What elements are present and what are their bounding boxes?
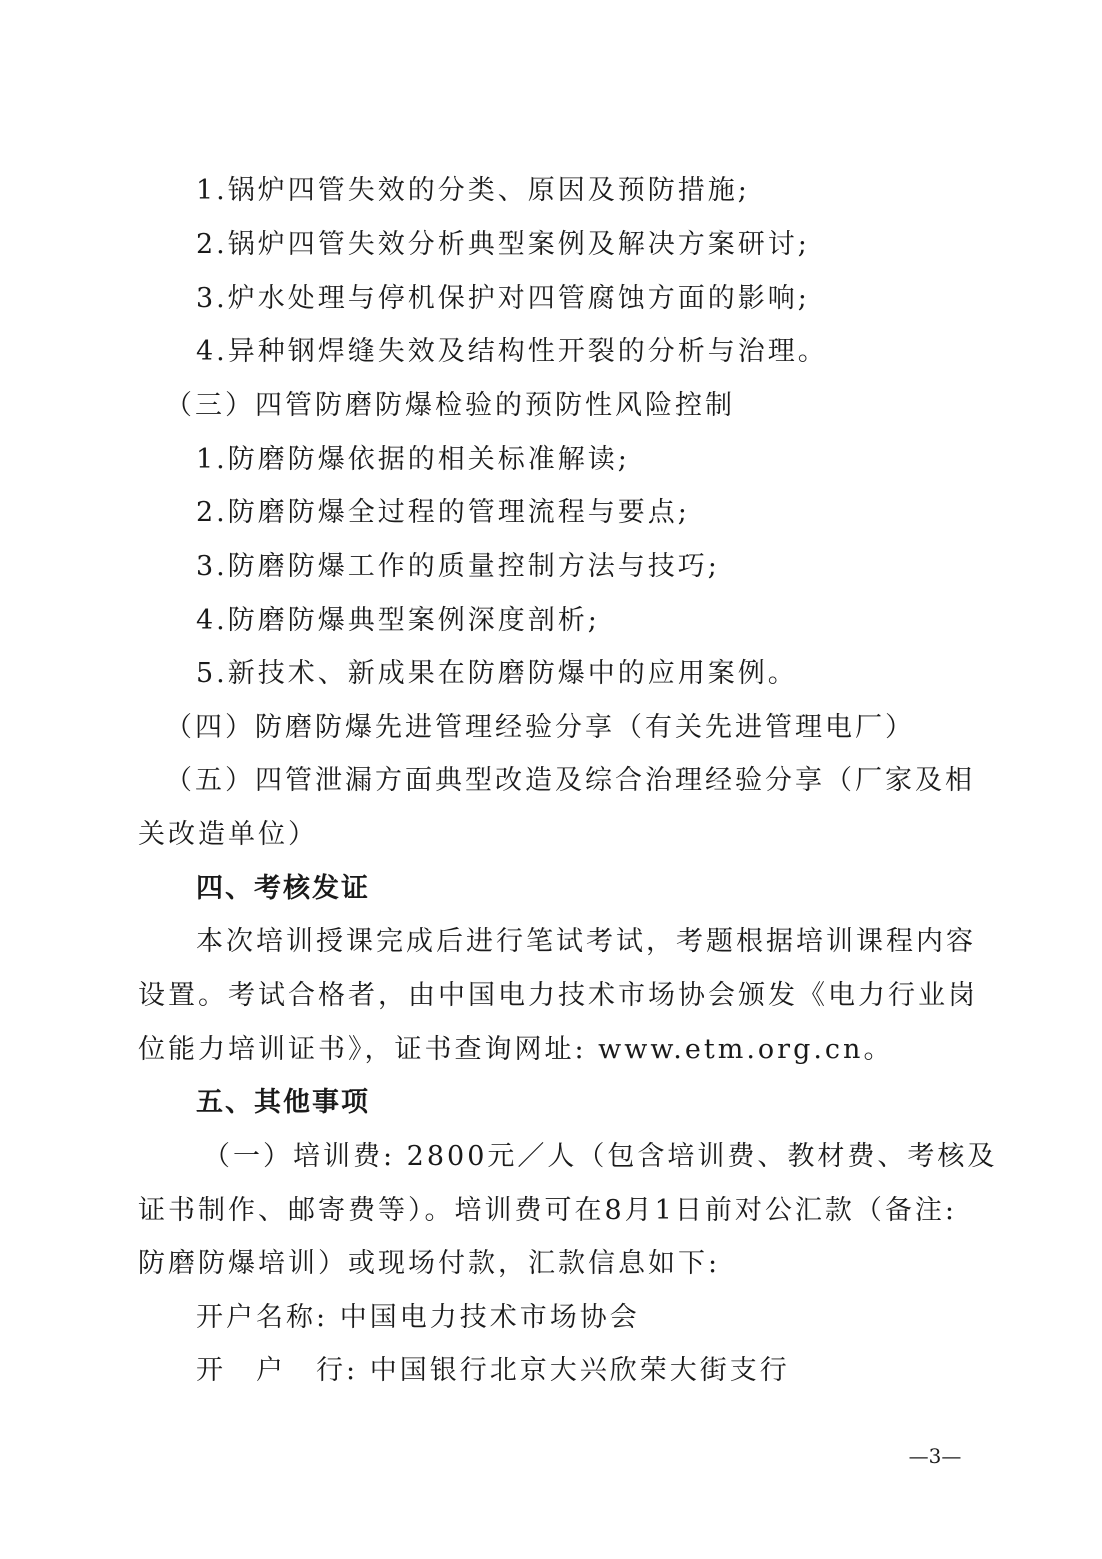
account-name-row xyxy=(196,1301,968,1335)
bank-row xyxy=(196,1354,968,1388)
part-title-4: 四、考核发证 xyxy=(196,873,370,904)
bank-label: 开 户 行: xyxy=(196,1355,359,1386)
paragraph-line: 本次培训授课完成后进行笔试考试，考题根据培训课程内容 xyxy=(196,926,976,957)
paragraph-line: 位能力培训证书》，证书查询网址: www.etm.org.cn。 xyxy=(138,1034,894,1065)
section-heading-3: （三）四管防磨防爆检验的预防性风险控制 xyxy=(165,390,735,421)
section-heading-5-continued: 关改造单位） xyxy=(138,819,318,850)
part-title-5: 五、其他事项 xyxy=(196,1087,370,1118)
paragraph-line: 设置。考试合格者，由中国电力技术市场协会颁发《电力行业岗 xyxy=(138,980,978,1011)
list-item: 1.防磨防爆依据的相关标准解读; xyxy=(196,444,630,475)
section-heading-4: （四）防磨防爆先进管理经验分享（有关先进管理电厂） xyxy=(165,712,915,743)
paragraph-line: （一）培训费: 2800元／人（包含培训费、教材费、考核及 xyxy=(203,1141,998,1172)
list-item: 2.防磨防爆全过程的管理流程与要点; xyxy=(196,497,690,528)
section-heading-5: （五）四管泄漏方面典型改造及综合治理经验分享（厂家及相 xyxy=(165,765,975,796)
list-item: 1.锅炉四管失效的分类、原因及预防措施; xyxy=(196,175,750,206)
list-item: 4.异种钢焊缝失效及结构性开裂的分析与治理。 xyxy=(196,336,828,367)
list-item: 2.锅炉四管失效分析典型案例及解决方案研讨; xyxy=(196,229,810,260)
paragraph-line: 证书制作、邮寄费等）。培训费可在8月1日前对公汇款（备注: xyxy=(138,1195,957,1226)
bank-value: 中国银行北京大兴欣荣大街支行 xyxy=(369,1355,790,1386)
list-item: 3.防磨防爆工作的质量控制方法与技巧; xyxy=(196,551,720,582)
list-item: 4.防磨防爆典型案例深度剖析; xyxy=(196,605,600,636)
list-item: 5.新技术、新成果在防磨防爆中的应用案例。 xyxy=(196,658,798,689)
account-name-label: 开户名称: xyxy=(196,1302,329,1333)
page-number: —3— xyxy=(908,1444,962,1468)
paragraph-line: 防磨防爆培训）或现场付款，汇款信息如下: xyxy=(138,1248,721,1279)
account-name-value: 中国电力技术市场协会 xyxy=(339,1302,640,1333)
list-item: 3.炉水处理与停机保护对四管腐蚀方面的影响; xyxy=(196,283,810,314)
